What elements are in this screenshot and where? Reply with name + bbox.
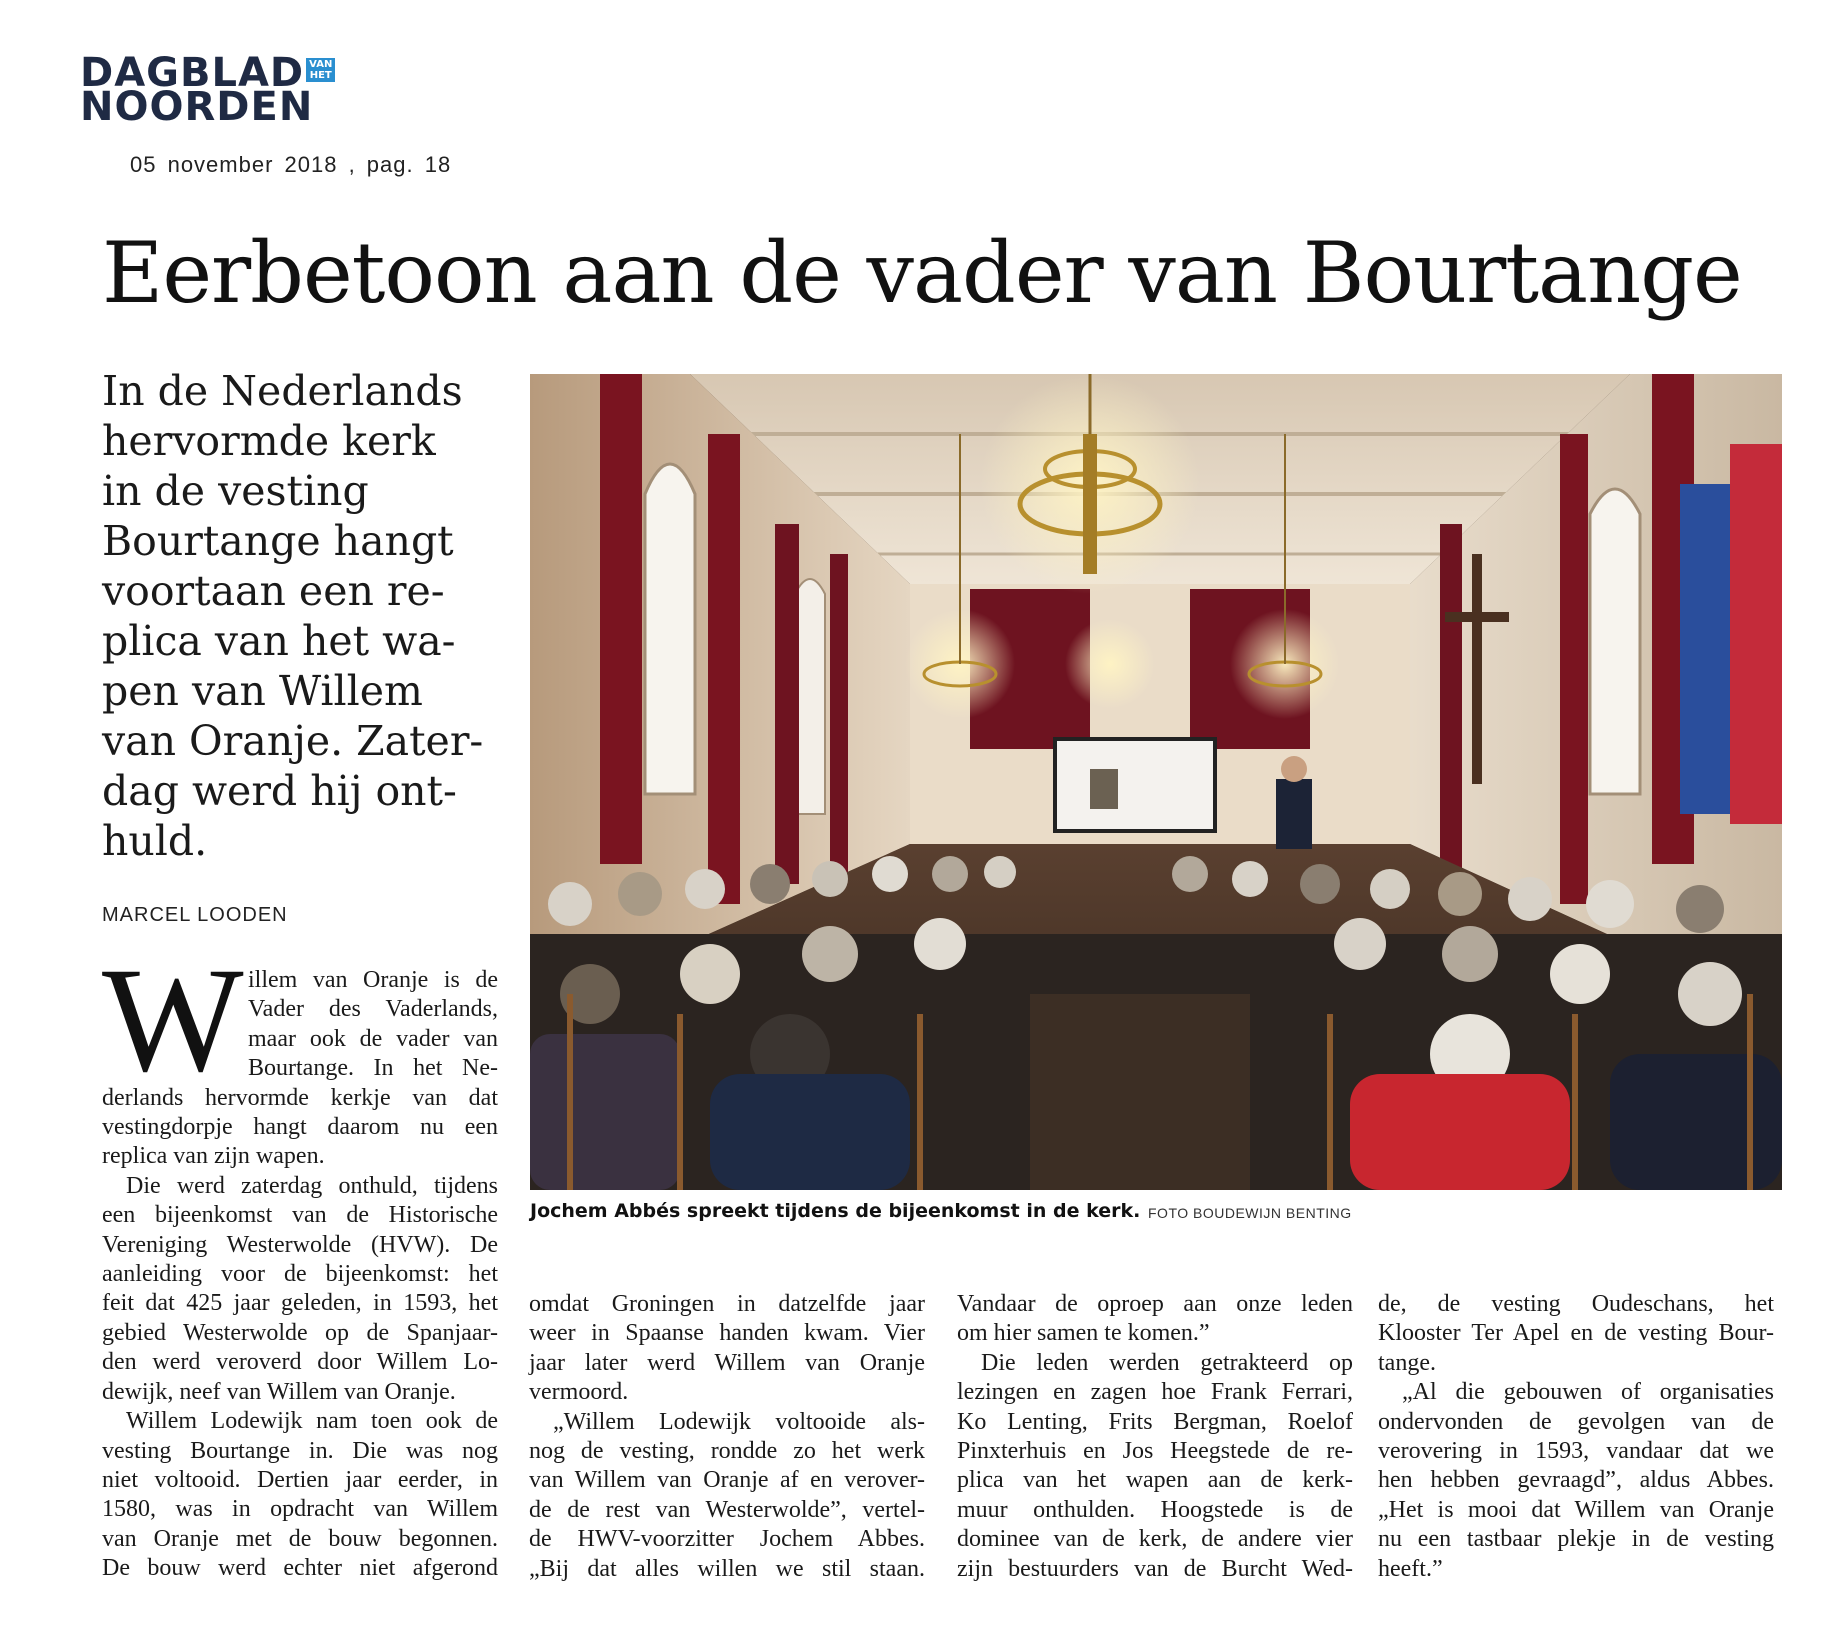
text-line: Vader des Vaderlands, [248, 996, 498, 1023]
text-line: heeft.” [1378, 1555, 1443, 1582]
text-line: illem van Oranje is de [248, 967, 498, 993]
byline: MARCEL LOODEN [102, 904, 288, 926]
text-line: de, de vesting Oudeschans, het [1378, 1291, 1774, 1317]
text-line: plica van het wapen aan de kerk- [957, 1467, 1353, 1494]
article-column-4 [1378, 1290, 1774, 1584]
lead-line: In de Nederlands [102, 367, 463, 415]
newspaper-logo [80, 50, 335, 130]
text-line: derlands hervormde kerkje van dat [102, 1084, 498, 1111]
text-line: Willem Lodewijk nam toen ook de [126, 1408, 498, 1435]
text-line: muur onthulden. Hoogstede is de [957, 1496, 1353, 1523]
logo-badge-top: VAN [309, 59, 333, 70]
lead-line: van Oranje. Zater- [102, 717, 484, 765]
text-line: replica van zijn wapen. [102, 1143, 325, 1170]
text-line: vesting Bourtange in. Die was nog [102, 1437, 498, 1464]
church-interior-photo [530, 374, 1782, 1190]
text-line: Vereniging Westerwolde (HVW). De [102, 1231, 498, 1258]
text-line: „Willem Lodewijk voltooide als- [553, 1408, 925, 1435]
text-line: de HWV-voorzitter Jochem Abbes. [529, 1526, 925, 1553]
text-line: maar ook de vader van [248, 1025, 498, 1052]
text-line: omdat Groningen in datzelfde jaar [529, 1291, 925, 1317]
text-line: Klooster Ter Apel en de vesting Bour- [1378, 1320, 1774, 1347]
text-line: tange. [1378, 1349, 1436, 1376]
text-line: van Oranje met de bouw begonnen. [102, 1525, 498, 1552]
text-line: Pinxterhuis en Jos Heegstede de re- [957, 1438, 1353, 1465]
photo-illustration [530, 374, 1782, 1190]
article-column-2 [529, 1290, 925, 1584]
text-line: vermoord. [529, 1379, 629, 1406]
text-line: van Willem van Oranje af en verover- [529, 1467, 925, 1494]
lead-line: plica van het wa- [102, 617, 456, 665]
text-line: ondervonden de gevolgen van de [1378, 1408, 1774, 1435]
lead-line: Bourtange hangt [102, 517, 454, 565]
article-column-3 [957, 1290, 1353, 1584]
text-line: vestingdorpje hangt daarom nu een [102, 1114, 498, 1141]
lead-line: pen van Willem [102, 667, 423, 715]
dateline: 05 november 2018 , pag. 18 [130, 152, 452, 177]
logo-badge-bottom: HET [309, 70, 332, 81]
text-line: nog de vesting, rondde zo het werk [529, 1438, 925, 1465]
text-line: feit dat 425 jaar geleden, in 1593, het [102, 1290, 498, 1317]
photo-caption: Jochem Abbés spreekt tijdens de bijeenkomst in de kerk. [530, 1200, 1141, 1222]
text-line: verovering in 1593, vandaar dat we [1378, 1438, 1774, 1465]
text-line: dewijk, neef van Willem van Oranje. [102, 1378, 456, 1405]
text-line: een bijeenkomst van de Historische [102, 1202, 498, 1229]
text-line: Vandaar de oproep aan onze leden [957, 1291, 1353, 1317]
text-line: de de rest van Westerwolde”, vertel- [529, 1496, 925, 1523]
headline: Eerbetoon aan de vader van Bourtange [102, 224, 1742, 322]
text-line: Ko Lenting, Frits Bergman, Roelof [957, 1408, 1353, 1435]
photo-credit: FOTO BOUDEWIJN BENTING [1148, 1205, 1352, 1221]
lead-line: in de vesting [102, 467, 369, 515]
logo-word-dagblad: DAGBLAD [80, 50, 305, 96]
lead-line: dag werd hij ont- [102, 767, 457, 815]
lead-line: voortaan een re- [102, 567, 445, 615]
text-line: „Al die gebouwen of organisaties [1402, 1379, 1774, 1406]
text-line: Die leden werden getrakteerd op [981, 1349, 1353, 1376]
lead-line: hervormde kerk [102, 417, 436, 465]
text-line: nu een tastbaar plekje in de vesting [1378, 1526, 1774, 1553]
text-line: gebied Westerwolde op de Spanjaar- [102, 1319, 498, 1346]
text-line: De bouw werd echter niet afgerond [102, 1555, 498, 1582]
text-line: dominee van de kerk, de andere vier [957, 1526, 1353, 1553]
text-line: weer in Spaanse handen kwam. Vier [529, 1320, 925, 1347]
lead-line: huld. [102, 817, 208, 865]
text-line: 1580, was in opdracht van Willem [102, 1496, 498, 1523]
logo-line-2: NOORDEN [80, 84, 314, 130]
text-line: aanleiding voor de bijeenkomst: het [102, 1261, 498, 1288]
text-line: Die werd zaterdag onthuld, tijdens [126, 1172, 498, 1199]
drop-cap: W [102, 937, 244, 1103]
text-line: „Bij dat alles willen we stil staan. [529, 1555, 925, 1582]
text-line: jaar later werd Willem van Oranje [529, 1349, 925, 1376]
text-line: hen hebben gevraagd”, aldus Abbes. [1378, 1467, 1774, 1494]
text-line: niet voltooid. Dertien jaar eerder, in [102, 1466, 498, 1493]
article-column-1 [102, 966, 498, 1584]
text-line: „Het is mooi dat Willem van Oranje [1378, 1496, 1774, 1523]
text-line: zijn bestuurders van de Burcht Wed- [957, 1555, 1353, 1582]
text-line: om hier samen te komen.” [957, 1320, 1210, 1347]
text-line: Bourtange. In het Ne- [248, 1055, 498, 1082]
text-line: den werd veroverd door Willem Lo- [102, 1349, 498, 1376]
logo-badge [306, 58, 335, 82]
text-line: lezingen en zagen hoe Frank Ferrari, [957, 1379, 1353, 1406]
lead-paragraph [102, 366, 512, 866]
